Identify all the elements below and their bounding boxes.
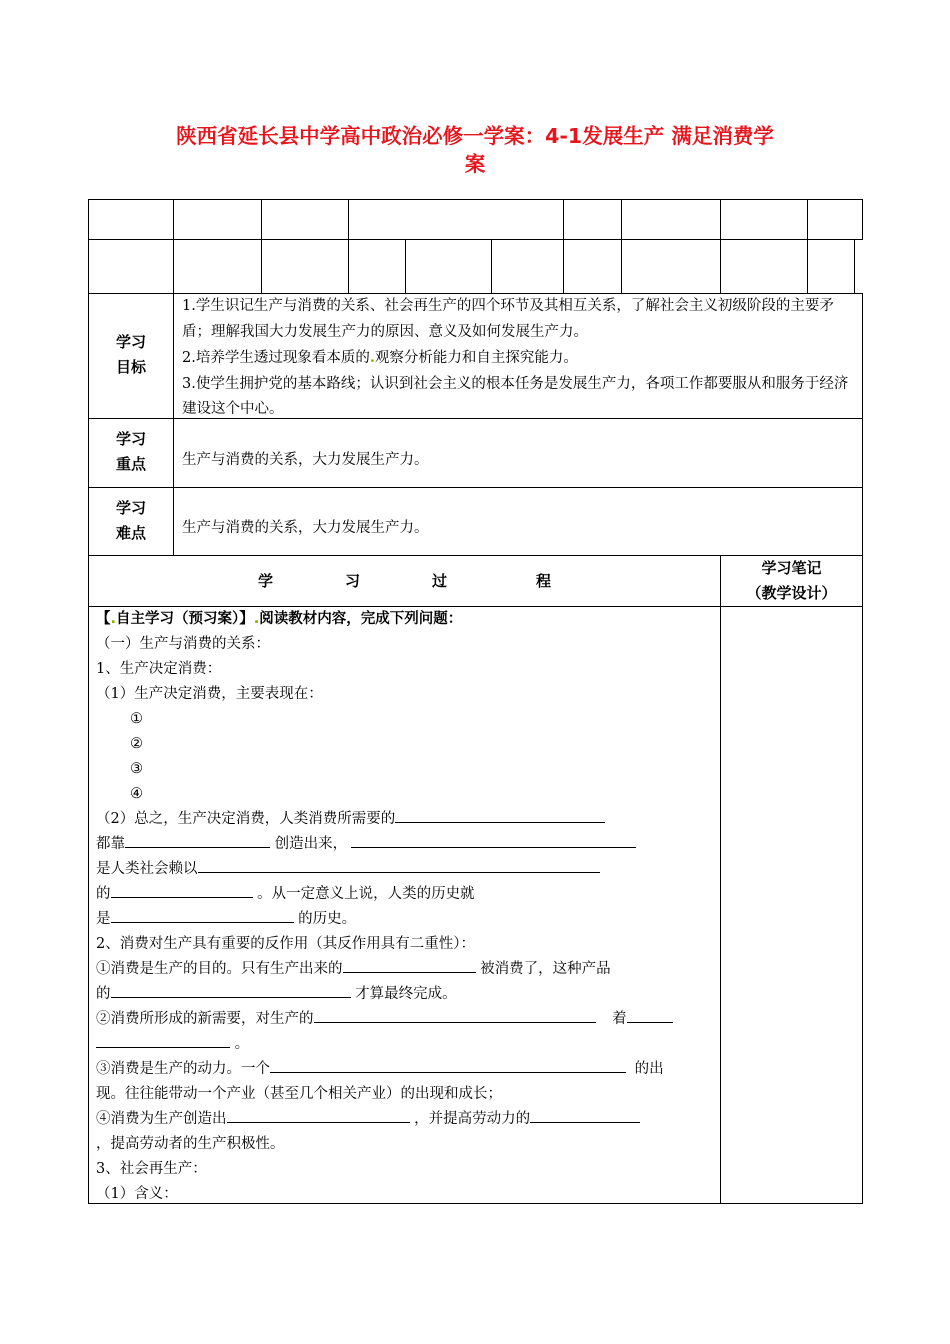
key-points-text: 生产与消费的关系，大力发展生产力。 (182, 452, 429, 468)
objective-3: 3.使学生拥护党的基本路线；认识到社会主义的根本任务是发展生产力，各项工作都要服从和服务于经济建设这个中心。 (182, 375, 849, 417)
body-line: （一）生产与消费的关系： (96, 636, 270, 652)
fill-blank[interactable] (395, 808, 605, 823)
key-points-label (88, 427, 174, 477)
grid-cell (261, 239, 349, 294)
body-text: 。 (230, 1036, 250, 1052)
notes-header (720, 556, 863, 606)
fill-blank[interactable] (198, 858, 600, 873)
body-line: 2、消费对生产具有重要的反作用（其反作用具有二重性）： (96, 936, 475, 952)
body-line: （1）生产决定消费，主要表现在： (96, 686, 323, 702)
grid-cell (88, 199, 174, 240)
difficulties-text: 生产与消费的关系，大力发展生产力。 (182, 520, 429, 536)
grid-cell (720, 239, 808, 294)
difficulties-label-line2: 难点 (115, 524, 146, 542)
objectives-label (88, 330, 174, 380)
body-line: 3、社会再生产： (96, 1161, 207, 1177)
grid-cell (173, 199, 262, 240)
body-text: 的历史。 (293, 911, 357, 927)
objective-2-part-a: 2.培养学生透过现象看本质的 (182, 350, 370, 366)
grid-cell (621, 199, 721, 240)
body-line (96, 1057, 664, 1082)
title-line-2: 案 (464, 152, 486, 176)
grid-cell (88, 239, 174, 294)
grid-cell (173, 239, 262, 294)
fill-blank[interactable] (96, 1033, 230, 1048)
heading-bracket: 【 (96, 611, 111, 627)
body-text: ②消费所形成的新需要，对生产的 (96, 1011, 314, 1027)
body-line: 1、生产决定消费： (96, 661, 222, 677)
grid-cell (405, 239, 492, 294)
body-text: 。从一定意义上说，人类的历史就 (252, 886, 475, 902)
body-line (96, 957, 611, 982)
body-line (96, 1107, 640, 1132)
heading-instruction: 阅读教材内容，完成下列问题： (259, 611, 463, 627)
body-text: 才算最终完成。 (350, 986, 457, 1002)
fill-blank[interactable] (125, 833, 270, 848)
body-text: 着 (607, 1011, 627, 1027)
notes-header-line1: 学习笔记 (761, 559, 822, 577)
fill-blank[interactable] (270, 1058, 626, 1073)
grid-cell (348, 239, 406, 294)
fill-blank[interactable] (111, 883, 253, 898)
stray-mark: . (369, 349, 375, 366)
body-line (96, 807, 605, 832)
body-text: ，并提高劳动力的 (409, 1111, 531, 1127)
body-line: （1）含义： (96, 1186, 178, 1202)
process-char-2: 习 (345, 572, 361, 590)
objectives-label-line1: 学习 (115, 333, 146, 351)
grid-cell (720, 199, 808, 240)
process-char-4: 程 (536, 572, 552, 590)
grid-cell (348, 199, 564, 240)
fill-blank[interactable] (627, 1008, 673, 1023)
body-text: ①消费是生产的目的。只有生产出来的 (96, 961, 343, 977)
body-text: 的 (96, 886, 111, 902)
section-heading (96, 607, 462, 632)
grid-cell (563, 199, 622, 240)
fill-blank[interactable] (227, 1108, 410, 1123)
body-line: ，提高劳动者的生产积极性。 (96, 1136, 285, 1152)
notes-body-cell (720, 606, 863, 1204)
body-text: 是 (96, 911, 111, 927)
key-points-label-line2: 重点 (115, 455, 146, 473)
body-text: 都靠 (96, 836, 125, 852)
fill-blank[interactable] (343, 958, 476, 973)
body-text: 的 (96, 986, 111, 1002)
objectives-label-line2: 目标 (115, 358, 146, 376)
body-line (96, 857, 600, 882)
body-text: 创造出来， (270, 836, 348, 852)
objectives-text (182, 294, 858, 423)
difficulties-label (88, 496, 174, 546)
body-text: （2）总之，生产决定消费，人类消费所需要的 (96, 811, 396, 827)
body-line (96, 982, 457, 1007)
item-marker: ① (130, 711, 143, 727)
body-text: 的出 (630, 1061, 664, 1077)
grid-cell (563, 239, 622, 294)
heading-title: 自主学习（预习案）】 (116, 611, 254, 627)
fill-blank[interactable] (530, 1108, 640, 1123)
grid-cell (854, 239, 863, 294)
process-header-cell (88, 555, 721, 607)
process-char-1: 学 (258, 572, 274, 590)
body-text: 被消费了，这种产品 (475, 961, 611, 977)
fill-blank[interactable] (111, 983, 351, 998)
fill-blank[interactable] (314, 1008, 596, 1023)
stray-mark: . (110, 611, 117, 627)
objective-1: 1.学生识记生产与消费的关系、社会再生产的四个环节及其相互关系，了解社会主义初级阶段的主要矛盾；理解我国大力发展生产力的原因、意义及如何发展生产力。 (182, 298, 834, 340)
item-marker: ④ (130, 786, 143, 802)
fill-blank[interactable] (111, 908, 294, 923)
body-line (96, 1007, 673, 1032)
body-line (96, 832, 636, 857)
stray-mark: . (253, 611, 260, 627)
document-title (120, 122, 830, 178)
objective-2-part-b: 观察分析能力和自主探究能力。 (374, 350, 578, 366)
body-text: ④消费为生产创造出 (96, 1111, 227, 1127)
body-line (96, 882, 475, 907)
body-text: 是人类社会赖以 (96, 861, 198, 877)
item-marker: ② (130, 736, 143, 752)
item-marker: ③ (130, 761, 143, 777)
grid-cell (261, 199, 349, 240)
body-line (96, 907, 356, 932)
body-line (96, 1032, 249, 1057)
notes-header-line2: （教学设计） (746, 584, 837, 602)
difficulties-label-line1: 学习 (115, 499, 146, 517)
fill-blank[interactable] (351, 833, 636, 848)
title-line-1: 陕西省延长县中学高中政治必修一学案：4-1发展生产 满足消费学 (176, 124, 774, 148)
grid-cell (621, 239, 721, 294)
process-char-3: 过 (432, 572, 448, 590)
grid-cell (807, 239, 855, 294)
objective-2 (182, 345, 858, 372)
grid-cell (491, 239, 564, 294)
key-points-label-line1: 学习 (115, 430, 146, 448)
body-text: ③消费是生产的动力。一个 (96, 1061, 270, 1077)
grid-cell (807, 199, 863, 240)
body-line: 现。往往能带动一个产业（甚至几个相关产业）的出现和成长； (96, 1086, 502, 1102)
